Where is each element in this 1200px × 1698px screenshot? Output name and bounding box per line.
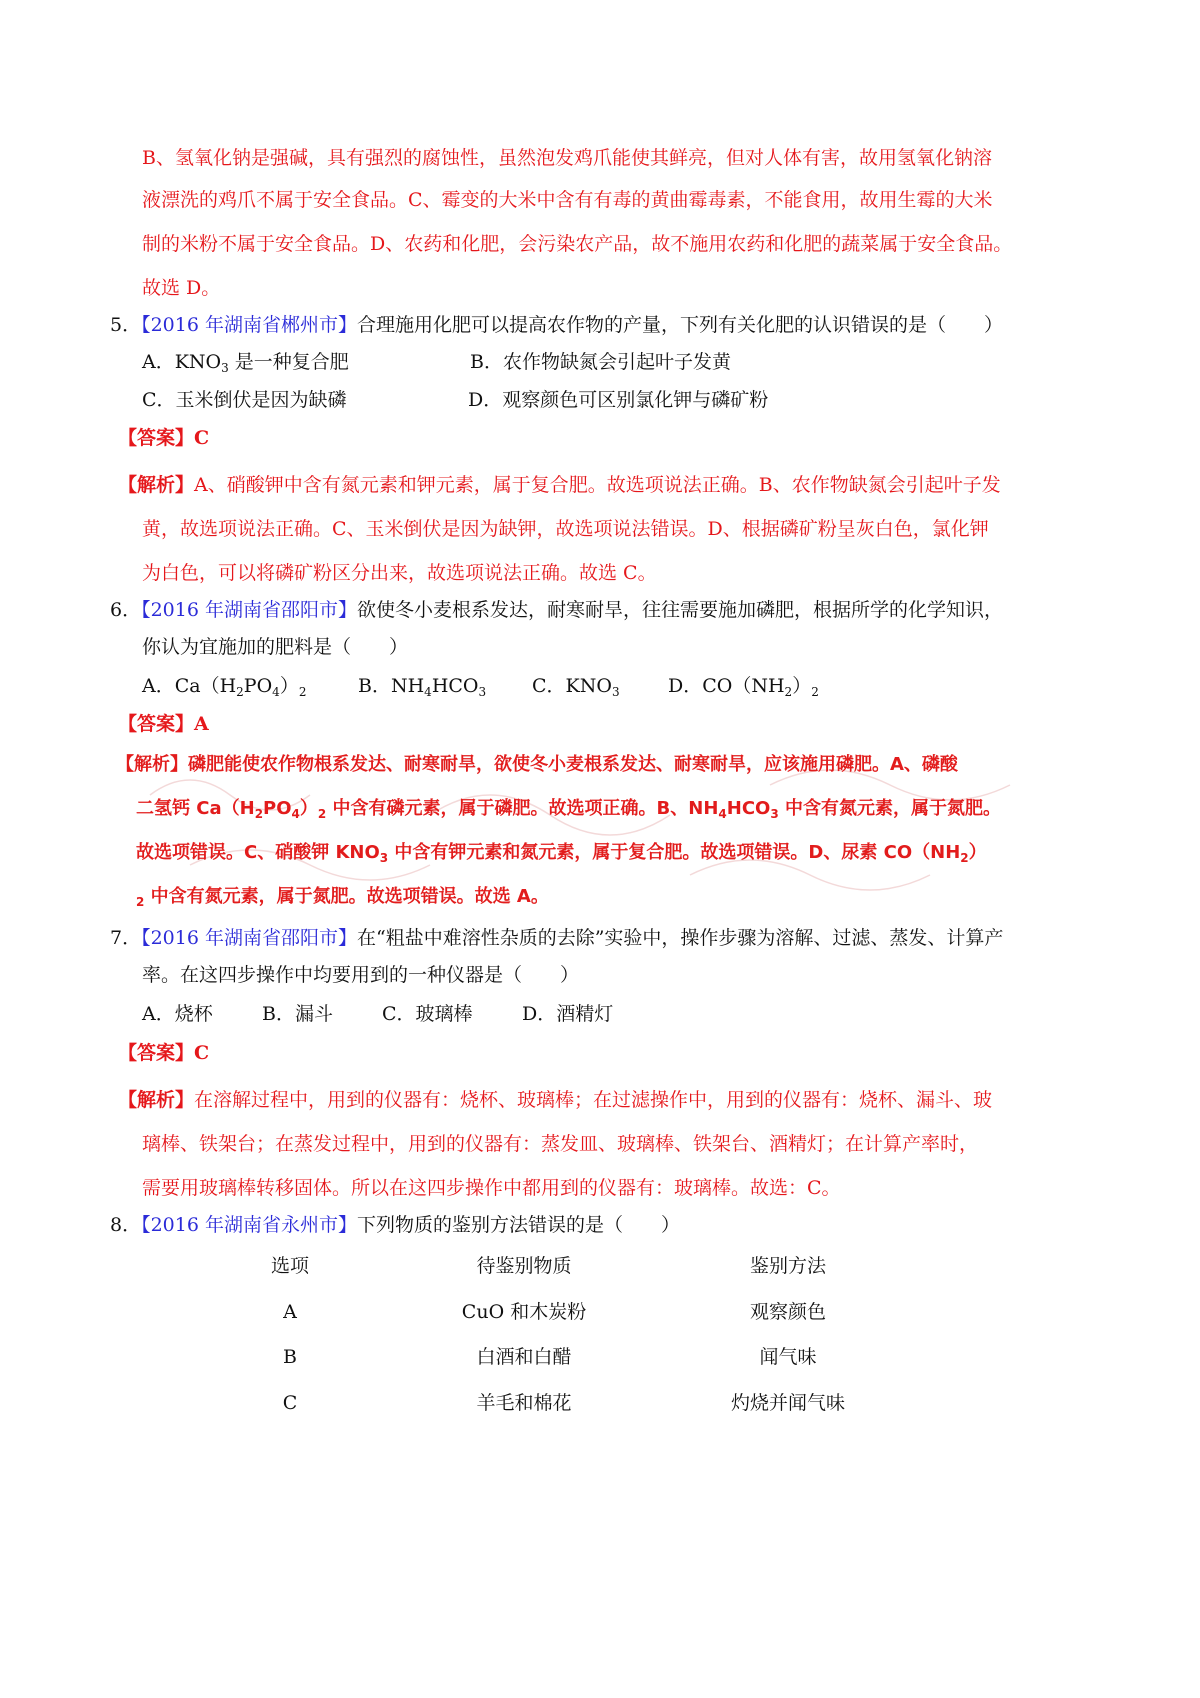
q7-answer: 【答案】C (118, 1042, 210, 1064)
q7-option-d: D．酒精灯 (522, 1003, 614, 1025)
q6-option-a: A．$Ca(H_2PO_4)_2$ (142, 675, 307, 699)
q6-answer: 【答案】A (118, 713, 209, 735)
q5-option-c: C．玉米倒伏是因为缺磷 (142, 389, 347, 411)
q5-answer: 【答案】C (118, 427, 210, 449)
table-cell: 羊毛和棉花 (476, 1392, 572, 1414)
q6-option-b: B．$NH_4HCO_3$ (358, 675, 487, 699)
q4-explanation-line-2: 液漂洗的鸡爪不属于安全食品。C、霉变的大米中含有有毒的黄曲霉毒素，不能食用，故用生霉的大米 (142, 189, 993, 211)
table-cell: B (283, 1346, 297, 1368)
q6-analysis-line-2: 二氢钙 $Ca(H_2PO_4)_2$ 中含有磷元素，属于磷肥。故选项正确。B、$NH_4HCO_3$ 中含有氮元素，属于氮肥。 (136, 798, 1001, 821)
q6-stem-line-2: 你认为宜施加的肥料是（ ） (142, 636, 409, 658)
q4-explanation-line-4: 故选 D。 (142, 277, 221, 299)
q7-analysis-line-1: 【解析】在溶解过程中，用到的仪器有：烧杯、玻璃棒；在过滤操作中，用到的仪器有：烧杯、漏斗、玻 (118, 1089, 993, 1111)
q5-option-b: B．农作物缺氮会引起叶子发黄 (470, 351, 731, 373)
table-cell: A (283, 1301, 297, 1323)
table-cell: 观察颜色 (749, 1301, 826, 1323)
table-header-option: 选项 (270, 1255, 309, 1277)
table-cell: 白酒和白醋 (476, 1346, 572, 1368)
q4-explanation-line-1: B、氢氧化钠是强碱，具有强烈的腐蚀性，虽然泡发鸡爪能使其鲜亮，但对人体有害，故用氢氧化钠溶 (142, 147, 992, 169)
q7-option-b: B．漏斗 (262, 1003, 333, 1025)
q5-option-a: A．$KNO_3$ 是一种复合肥 (142, 351, 349, 375)
q5-option-d: D．观察颜色可区别氯化钾与磷矿粉 (468, 389, 769, 411)
q7-option-a: A．烧杯 (142, 1003, 213, 1025)
q7-stem-line-2: 率。在这四步操作中均要用到的一种仪器是（ ） (142, 964, 580, 986)
q6-analysis-line-3: 故选项错误。C、硝酸钾 $KNO_3$ 中含有钾元素和氮元素，属于复合肥。故选项错误。D、尿素 $CO(NH_2)$ (136, 842, 987, 865)
table-cell: CuO 和木炭粉 (461, 1301, 587, 1323)
q8-number: 8． (110, 1214, 142, 1236)
table-header-substance: 待鉴别物质 (476, 1255, 572, 1277)
q5-analysis-line-2: 黄，故选项说法正确。C、玉米倒伏是因为缺钾，故选项说法错误。D、根据磷矿粉呈灰白色，氯化钾 (142, 518, 989, 540)
q5-number: 5． (110, 314, 142, 336)
q5-question: 合理施用化肥可以提高农作物的产量，下列有关化肥的认识错误的是（ ） (357, 314, 1004, 336)
q8-stem: 8．【2016 年湖南省永州市】下列物质的鉴别方法错误的是（ ） (110, 1214, 681, 1236)
q6-number: 6． (110, 599, 142, 621)
q6-option-d: D．$CO(NH_2)_2$ (668, 675, 819, 699)
q5-analysis-line-3: 为白色，可以将磷矿粉区分出来，故选项说法正确。故选 C。 (142, 562, 657, 584)
q8-source: 【2016 年湖南省永州市】 (141, 1214, 357, 1236)
q5-analysis-line-1: 【解析】A、硝酸钾中含有氮元素和钾元素，属于复合肥。故选项说法正确。B、农作物缺氮会引起叶子发 (118, 474, 1001, 496)
q6-stem-line-1: 6．【2016 年湖南省邵阳市】欲使冬小麦根系发达，耐寒耐旱，往往需要施加磷肥，根据所学的化学知识， (110, 599, 1004, 621)
q7-analysis-line-3: 需要用玻璃棒转移固体。所以在这四步操作中都用到的仪器有：玻璃棒。故选：C。 (142, 1177, 841, 1199)
q5-stem (110, 312, 1003, 338)
q6-analysis-line-4: $_2$ 中含有氮元素，属于氮肥。故选项错误。故选 A。 (136, 886, 549, 909)
table-header-method: 鉴别方法 (749, 1255, 826, 1277)
q7-option-c: C．玻璃棒 (382, 1003, 473, 1025)
q5-source: 【2016 年湖南省郴州市】 (141, 314, 357, 336)
table-cell: 闻气味 (759, 1346, 817, 1368)
q6-analysis-line-1: 【解析】磷肥能使农作物根系发达、耐寒耐旱，欲使冬小麦根系发达、耐寒耐旱，应该施用磷肥。A、磷酸 (116, 754, 958, 775)
q6-option-c: C．$KNO_3$ (532, 675, 620, 699)
q6-source: 【2016 年湖南省邵阳市】 (141, 599, 357, 621)
table-cell: C (282, 1392, 298, 1414)
q7-analysis-line-2: 璃棒、铁架台；在蒸发过程中，用到的仪器有：蒸发皿、玻璃棒、铁架台、酒精灯；在计算产率时， (142, 1133, 979, 1155)
q7-source: 【2016 年湖南省邵阳市】 (141, 927, 357, 949)
table-cell: 灼烧并闻气味 (730, 1392, 845, 1414)
q4-explanation-line-3: 制的米粉不属于安全食品。D、农药和化肥，会污染农产品，故不施用农药和化肥的蔬菜属于安全食品。 (142, 233, 1013, 255)
q7-stem-line-1: 7．【2016 年湖南省邵阳市】在“粗盐中难溶性杂质的去除”实验中，操作步骤为溶解、过滤、蒸发、计算产 (110, 927, 1004, 949)
q7-number: 7． (110, 927, 142, 949)
